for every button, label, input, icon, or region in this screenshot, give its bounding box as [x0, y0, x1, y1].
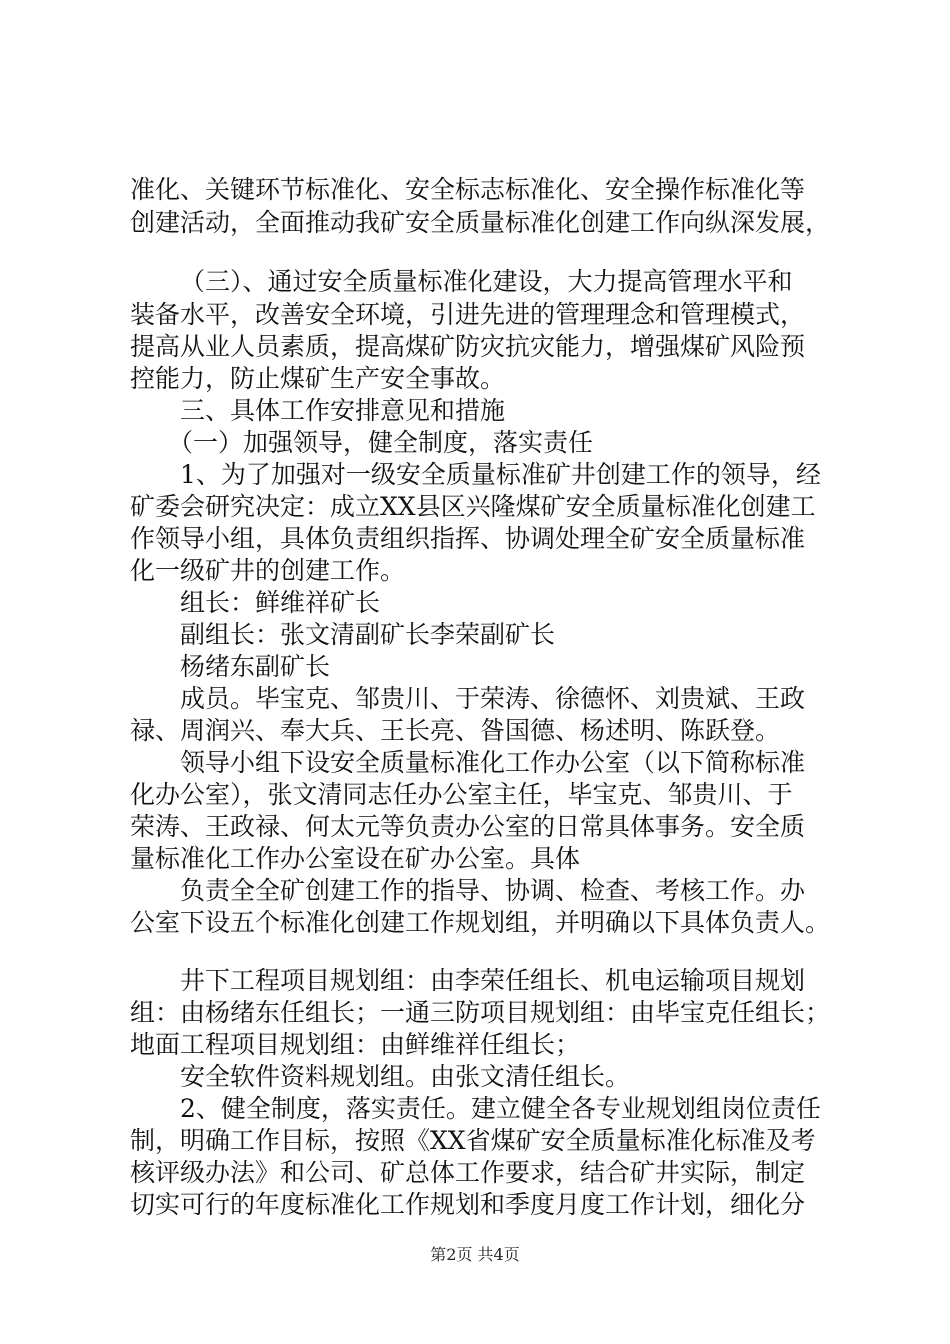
- body-line: 副组长：张文清副矿长李荣副矿长: [180, 620, 556, 649]
- body-line: 化办公室），张文清同志任办公室主任，毕宝克、邹贵川、于: [130, 780, 793, 809]
- body-line: 负责全全矿创建工作的指导、协调、检查、考核工作。办: [180, 876, 806, 905]
- body-line: 量标准化工作办公室设在矿办公室。具体: [130, 844, 581, 873]
- body-line: （三）、通过安全质量标准化建设，大力提高管理水平和: [180, 267, 793, 296]
- body-line: 领导小组下设安全质量标准化工作办公室（以下简称标准: [180, 748, 806, 777]
- body-line: 化一级矿井的创建工作。: [130, 556, 406, 585]
- body-line: 2、健全制度，落实责任。建立健全各专业规划组岗位责任: [180, 1094, 821, 1123]
- subsection-heading: （一）加强领导，健全制度，落实责任: [168, 428, 594, 457]
- body-line: 地面工程项目规划组：由鲜维祥任组长；: [130, 1030, 581, 1059]
- body-line: 装备水平，改善安全环境，引进先进的管理理念和管理模式，: [130, 300, 806, 329]
- body-line: 荣涛、王政禄、何太元等负责办公室的日常具体事务。安全质: [130, 812, 806, 841]
- body-line: 控能力，防止煤矿生产安全事故。: [130, 364, 506, 393]
- body-line: 提高从业人员素质，提高煤矿防灾抗灾能力，增强煤矿风险预: [130, 332, 806, 361]
- body-line: 成员。毕宝克、邹贵川、于荣涛、徐德怀、刘贵斌、王政: [180, 684, 806, 713]
- body-line: 准化、关键环节标准化、安全标志标准化、安全操作标准化等: [130, 175, 806, 204]
- page-footer: 第2页 共4页: [430, 1245, 520, 1264]
- body-line: 切实可行的年度标准化工作规划和季度月度工作计划，细化分: [130, 1190, 806, 1219]
- body-line: 公室下设五个标准化创建工作规划组，并明确以下具体负责人。: [130, 908, 831, 937]
- section-heading: 三、具体工作安排意见和措施: [180, 396, 506, 425]
- body-line: 创建活动，全面推动我矿安全质量标准化创建工作向纵深发展，: [130, 208, 831, 237]
- body-line: 杨绪东副矿长: [180, 652, 331, 681]
- body-line: 组长：鲜维祥矿长: [180, 588, 381, 617]
- body-line: 1、为了加强对一级安全质量标准矿井创建工作的领导，经: [180, 460, 821, 489]
- body-line: 禄、周润兴、奉大兵、王长亮、昝国德、杨述明、陈跃登。: [130, 716, 781, 745]
- body-line: 井下工程项目规划组：由李荣任组长、机电运输项目规划: [180, 966, 806, 995]
- body-line: 组：由杨绪东任组长；一通三防项目规划组：由毕宝克任组长；: [130, 998, 831, 1027]
- body-line: 核评级办法》和公司、矿总体工作要求，结合矿井实际，制定: [130, 1158, 806, 1187]
- body-line: 安全软件资料规划组。由张文清任组长。: [180, 1062, 631, 1091]
- body-line: 制，明确工作目标，按照《XX省煤矿安全质量标准化标准及考: [130, 1126, 816, 1155]
- body-line: 矿委会研究决定：成立XX县区兴隆煤矿安全质量标准化创建工: [130, 492, 816, 521]
- body-line: 作领导小组，具体负责组织指挥、协调处理全矿安全质量标准: [130, 524, 806, 553]
